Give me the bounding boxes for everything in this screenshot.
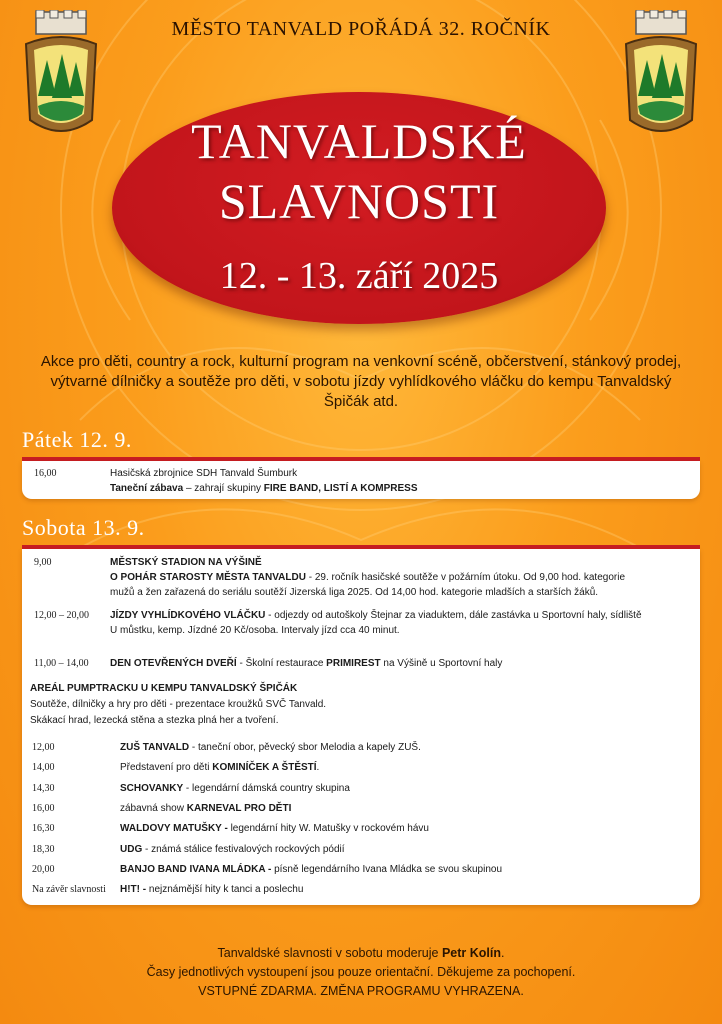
program-time: 16,00 (32, 802, 55, 814)
friday-event-bold: Taneční zábava (110, 483, 184, 494)
areal-title (30, 681, 297, 696)
areal-title-text: AREÁL PUMPTRACKU U KEMPU TANVALDSKÝ ŠPIČÁK (30, 683, 298, 694)
footer-moderator (60, 944, 662, 963)
program-item-bold: WALDOVY MATUŠKY - (120, 823, 228, 835)
organizer-line: MĚSTO TANVALD POŘÁDÁ 32. ROČNÍK (171, 18, 551, 40)
sat-e2-time: 12,00 – 20,00 (34, 610, 89, 621)
footer-moderator-pre: Tanvaldské slavnosti v sobotu moderuje (217, 946, 442, 960)
friday-event (110, 481, 418, 496)
intro-text: Akce pro děti, country a rock, kulturní program na venkovní scéně, občerstvení, stánkový prodej, výtvarné dílničky a soutěže pro děti, v sobotu jízdy vyhlídkového vláčku do kempu Tanvaldský Špičák atd. (40, 353, 682, 410)
program-item-rest: - legendární dámská country skupina (183, 782, 350, 794)
footer-note: Časy jednotlivých vystoupení jsou pouze orientační. Děkujeme za pochopení. (146, 965, 576, 979)
program-item-rest: legendární hity W. Matušky v rockovém hávu (227, 823, 429, 835)
areal-line1: Soutěže, dílničky a hry pro děti - prezentace kroužků SVČ Tanvald. (30, 699, 327, 710)
program-item (120, 760, 319, 775)
program-item-bold: KARNEVAL PRO DĚTI (186, 802, 292, 814)
friday-time: 16,00 (34, 468, 57, 479)
town-crest-icon (22, 10, 100, 140)
program-item-rest: nejznámější hity k tanci a poslechu (146, 884, 304, 896)
sat-e1-title (110, 555, 262, 570)
program-time: 16,30 (32, 823, 55, 835)
sat-e2-bold: JÍZDY VYHLÍDKOVÉHO VLÁČKU (110, 610, 266, 621)
title-line-2: SLAVNOSTI (218, 173, 500, 229)
sat-e2-line2: U můstku, kemp. Jízdné 20 Kč/osoba. Intervaly jízd cca 40 minut. (110, 625, 400, 636)
sat-e1-line3: mužů a žen zařazená do seriálu soutěží Jizerská liga 2025. Od 14,00 hod. kategorie mladších a starších žáků. (110, 587, 599, 598)
program-item-bold: BANJO BAND IVANA MLÁDKA - (120, 863, 272, 875)
program-item (120, 842, 345, 857)
sat-e1-cup: O POHÁR STAROSTY MĚSTA TANVALDU (110, 572, 306, 583)
program-time: 14,30 (32, 782, 55, 794)
footer-entry: VSTUPNÉ ZDARMA. ZMĚNA PROGRAMU VYHRAZENA. (198, 984, 524, 998)
footer-moderator-post: . (501, 946, 505, 960)
program-item (120, 862, 502, 877)
sat-e3-line (110, 656, 502, 671)
program-item-post: . (316, 762, 320, 774)
sat-e2-rest: - odjezdy od autoškoly Štejnar za viaduktem, dále zastávka u Sportovní haly, sídliště (265, 610, 642, 621)
program-item-pre: Představení pro děti (120, 762, 213, 774)
program-item-bold: H!T! - (120, 884, 147, 896)
sat-e2-line1 (110, 608, 642, 623)
program-time: 12,00 (32, 742, 55, 753)
program-item-bold: UDG (120, 843, 143, 855)
sat-e3-rest: na Výšině u Sportovní haly (380, 658, 503, 669)
event-date: 12. - 13. září 2025 (219, 255, 499, 297)
saturday-heading: Sobota 13. 9. (22, 515, 145, 540)
program-item (120, 781, 350, 796)
footer-moderator-name: Petr Kolín (441, 946, 501, 960)
program-time: 20,00 (32, 863, 55, 875)
sat-e3-time: 11,00 – 14,00 (34, 658, 89, 669)
sat-e1-line2 (110, 570, 625, 585)
friday-panel (22, 461, 700, 499)
sat-e1-title-text: MĚSTSKÝ STADION NA VÝŠINĚ (110, 557, 262, 568)
program-item-rest: - taneční obor, pěvecký sbor Melodia a kapely ZUŠ. (189, 742, 421, 753)
title-line-1: TANVALDSKÉ (191, 113, 527, 169)
program-item-pre: zábavná show (120, 802, 187, 814)
program-item-rest: - známá stálice festivalových rockových pódií (142, 843, 345, 855)
program-item-bold: SCHOVANKY (120, 782, 184, 794)
program-item-rest: písně legendárního Ivana Mládka se svou skupinou (271, 863, 503, 875)
program-item (120, 740, 421, 755)
program-time: Na závěr slavnosti (32, 884, 106, 896)
program-item (120, 801, 291, 816)
sat-e3-bold: DEN OTEVŘENÝCH DVEŘÍ (110, 658, 237, 669)
town-crest-icon (622, 10, 700, 140)
sat-e3-mid: - Školní restaurace (236, 658, 327, 669)
program-item-bold: KOMINÍČEK A ŠTĚSTÍ (212, 762, 317, 774)
friday-heading: Pátek 12. 9. (22, 427, 132, 452)
friday-event-mid: – zahrají skupiny (183, 483, 264, 494)
sat-e1-time: 9,00 (34, 557, 52, 568)
sat-e1-line2-rest: - 29. ročník hasičské soutěže v požárním útoku. Od 9,00 hod. kategorie (305, 572, 625, 583)
areal-line2: Skákací hrad, lezecká stěna a stezka plná her a tvoření. (30, 715, 279, 726)
program-item (120, 821, 429, 836)
saturday-panel (22, 549, 700, 905)
friday-place: Hasičská zbrojnice SDH Tanvald Šumburk (110, 468, 298, 479)
program-item (120, 882, 303, 897)
friday-event-bands: FIRE BAND, LISTÍ A KOMPRESS (263, 483, 418, 494)
program-time: 14,00 (32, 762, 55, 774)
sat-e3-bold2: PRIMIREST (326, 658, 381, 669)
program-time: 18,30 (32, 843, 55, 855)
program-item-bold: ZUŠ TANVALD (120, 742, 190, 753)
